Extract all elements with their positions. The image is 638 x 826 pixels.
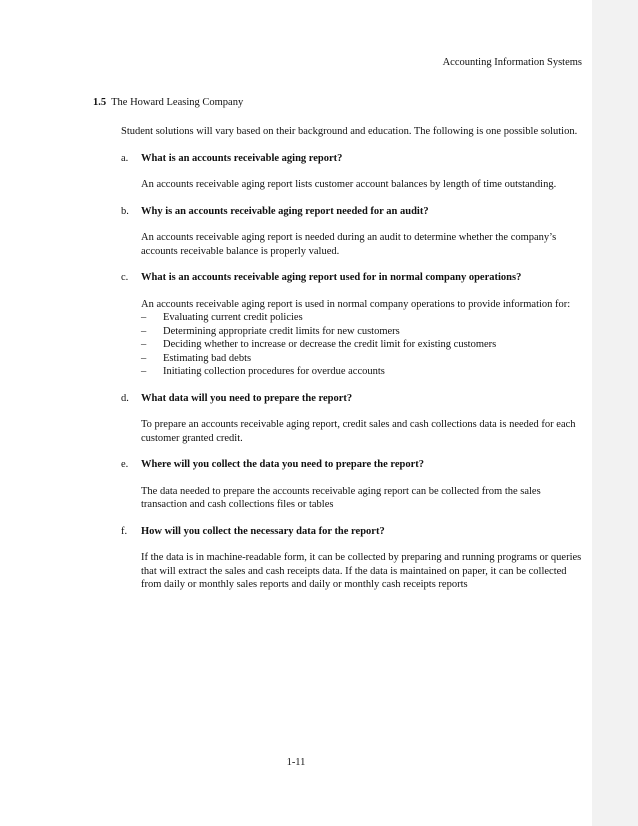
item-letter: a. <box>121 152 129 164</box>
answer-text: The data needed to prepare the accounts receivable aging report can be collected from the sales transaction and cash collections files or tables <box>141 485 541 510</box>
dash-bullet: – <box>141 312 147 323</box>
item-letter: c. <box>121 272 129 283</box>
question-item-e <box>121 458 583 512</box>
dash-bullet: – <box>141 325 147 337</box>
question-item-b <box>121 205 583 259</box>
question-item-f <box>121 525 583 592</box>
item-letter: b. <box>121 205 129 217</box>
item-letter: e. <box>121 459 129 470</box>
answer-text: An accounts receivable aging report is needed during an audit to determine whether the company’s accounts receivable balance is properly valued. <box>141 232 557 257</box>
question-item-c <box>121 271 583 379</box>
answer-text: An accounts receivable aging report is used in normal company operations to provide information for: <box>141 298 571 310</box>
dash-bullet: – <box>141 366 147 377</box>
dash-bullet: – <box>141 339 147 350</box>
item-letter: f. <box>121 525 128 537</box>
intro-paragraph: Student solutions will vary based on their background and education. The following is one possible solution. <box>121 126 578 137</box>
question-text: What data will you need to prepare the report? <box>141 392 353 404</box>
question-item-d <box>121 392 583 446</box>
item-letter: d. <box>121 392 129 404</box>
bullet-item: – Evaluating current credit policies <box>141 312 303 323</box>
question-text: What is an accounts receivable aging report used for in normal company operations? <box>141 272 522 283</box>
answer-text: To prepare an accounts receivable aging report, credit sales and cash collections data is needed for each customer granted credit. <box>141 419 576 444</box>
bullet-item: – Deciding whether to increase or decrease the credit limit for existing customers <box>141 339 497 350</box>
bullet-item: – Estimating bad debts <box>141 352 252 364</box>
section-body <box>121 125 583 605</box>
bullet-item: – Initiating collection procedures for overdue accounts <box>141 366 385 377</box>
bullet-list <box>141 311 583 379</box>
answer-text: If the data is in machine-readable form, it can be collected by preparing and running programs or queries that will extract the sales and cash receipts data. If the data is maintained on paper, it can be collected from daily or monthly sales reports and daily or monthly cash receipts reports <box>141 552 582 590</box>
dash-bullet: – <box>141 352 147 364</box>
question-text: Why is an accounts receivable aging report needed for an audit? <box>141 205 429 217</box>
running-header: Accounting Information Systems <box>442 57 582 68</box>
right-gutter <box>592 0 638 826</box>
question-text: How will you collect the necessary data for the report? <box>141 525 385 537</box>
bullet-item: – Determining appropriate credit limits for new customers <box>141 325 400 337</box>
answer-text: An accounts receivable aging report lists customer account balances by length of time outstanding. <box>141 179 557 190</box>
section-heading <box>93 97 243 108</box>
section-title: The Howard Leasing Company <box>111 97 244 108</box>
question-text: Where will you collect the data you need to prepare the report? <box>141 459 424 470</box>
section-number: 1.5 <box>93 97 107 108</box>
page-number: 1-11 <box>286 757 306 768</box>
question-text: What is an accounts receivable aging report? <box>141 152 343 164</box>
question-item-a <box>121 152 583 192</box>
